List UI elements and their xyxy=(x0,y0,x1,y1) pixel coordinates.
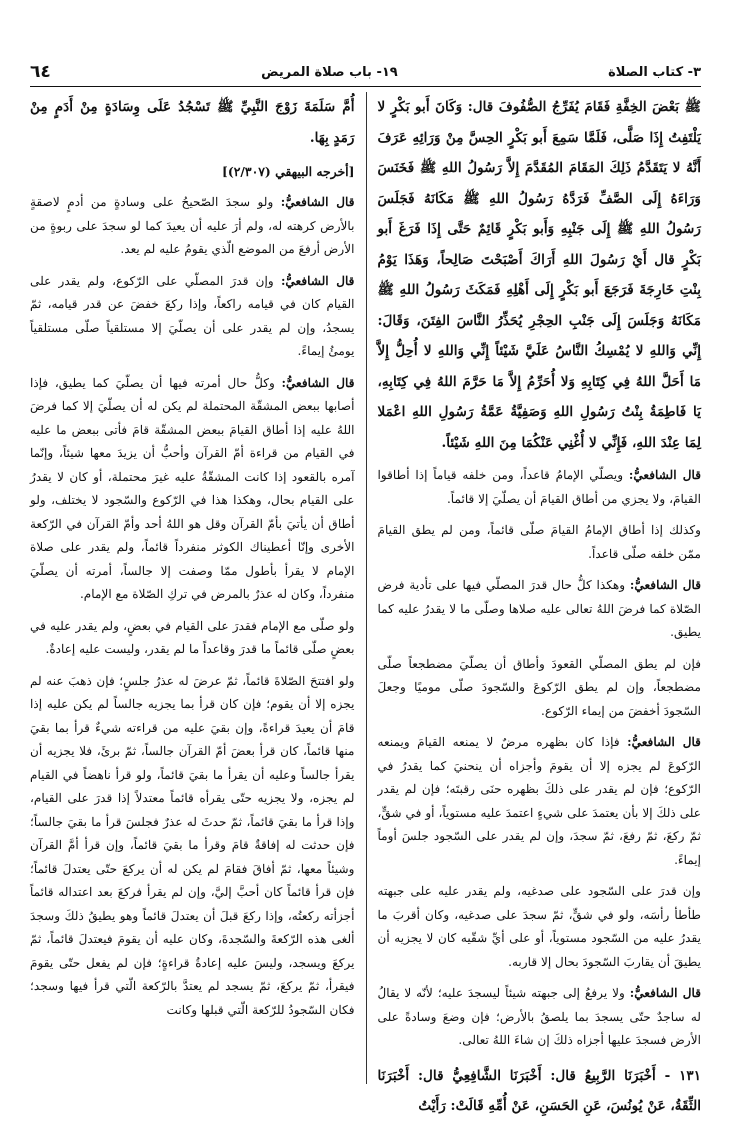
speaker-label: قال الشافعيُّ: xyxy=(629,578,701,592)
left-column xyxy=(30,92,366,1084)
paragraph-text: ويصلّي الإمامُ قاعداً، ومن خلفه قياماً إذا أطاقوا القيامَ، ولا يجزي من أطاق القيامَ أن يصلّيَ إلا قائماً. xyxy=(377,468,701,506)
paragraph xyxy=(378,574,702,645)
paragraph: ولو صلّى مع الإمام فقدرَ على القيام في بعضٍ، ولم يقدر عليه في بعضٍ صلّى قائماً ما قدرَ وقاعداً ما لم يقدر، وليست عليه إعادةٌ. xyxy=(30,618,355,656)
paragraph xyxy=(378,464,702,511)
header-rule xyxy=(30,86,701,87)
speaker-label: قال الشافعيُّ: xyxy=(280,195,355,209)
running-header xyxy=(30,60,701,84)
hadith-text: ﷺ بَعْضَ الخِفَّةِ فَقَامَ يُفَرِّجُ الصُّفُوفَ قال: وَكَانَ أَبو بَكْرٍ لا يَلْتَفِتُ إِذَا صَلَّى، فَلَمَّا سَمِعَ أَبو بَكْرٍ الحِسَّ مِنْ وَرَائِهِ عَرَفَ أَنَّهُ لا يَتَقَدَّمُ ذَلِكَ المَقَامَ المُقَدَّمَ إِلاَّ رَسُولُ اللهِ ﷺ فَخَنَسَ وَرَاءَهُ إِلَى الصَّفِّ فَرَدَّهُ رَسُولُ اللهِ ﷺ مَكَانَهُ فَجَلَسَ رَسُولُ اللهِ ﷺ إِلَى جَنْبِهِ وَأَبو بَكْرٍ قَائِمٌ حَتَّى إِذَا فَرَغَ أَبو بَكْرٍ قال أَيْ رَسُولَ اللهِ أَرَاكَ أَصْبَحْتَ صَالِحاً، وَهَذَا يَوْمُ بِنْتِ خَارِجَةَ فَرَجَعَ أَبو بَكْرٍ إِلَى أَهْلِهِ فَمَكَثَ رَسُولُ اللهِ ﷺ مَكَانَهُ وَجَلَسَ إِلَى جَنْبِ الحِجْرِ يُحَذِّرُ النَّاسَ الفِتَنَ، وَقَالَ: إِنِّي وَاللهِ لا يُمْسِكُ النَّاسُ عَلَيَّ شَيْئاً إِنِّي وَاللهِ لا أُحِلُّ إِلاَّ مَا أَحَلَّ اللهُ فِي كِتَابِهِ وَلا أُحَرِّمُ إِلاَّ مَا حَرَّمَ اللهُ فِي كِتَابِهِ، يَا فَاطِمَةُ بِنْتُ رَسُولِ اللهِ وَصَفِيَّةُ عَمَّةُ رَسُولِ اللهِ اعْمَلا لِمَا عِنْدَ اللهِ، فَإِنِّي لا أُغْنِي عَنْكُمَا مِنَ اللهِ شَيْئاً. xyxy=(377,99,701,451)
paragraph xyxy=(378,982,702,1053)
paragraph: وكذلك إذا أطاق الإمامُ القيامَ صلّى قائماً، ومن لم يطق القيامَ ممّن خلفه صلّى قاعداً. xyxy=(377,523,701,561)
speaker-label: قال الشافعيُّ: xyxy=(627,735,701,749)
paragraph xyxy=(378,731,702,872)
paragraph: فإن لم يطق المصلّي القعودَ وأطاق أن يصلّيَ مضطجعاً صلّى مضطجعاً، وإن لم يطق الرّكوعَ والسّجودَ صلّى موميًا وجعلَ السّجودَ أخفضَ من إيماء الرّكوع. xyxy=(377,656,701,718)
chapter-title: ١٩- باب صلاة المريض xyxy=(261,64,398,80)
paragraph xyxy=(30,270,355,364)
page-number: ٦٤ xyxy=(30,62,51,82)
paragraph-text: فإذا كان بظهره مرضٌ لا يمنعه القيامَ ويمنعه الرّكوعَ لم يجزه إلا أن يقومَ وأجزاه أن ينحنيَ كما يقدرُ في الرّكوع؛ فإن لم يقدر على ذلكَ بظهره حنَى رقبتَه؛ فإن لم يقدر على ذلكَ إلا بأن يعتمدَ على شيءٍ اعتمدَ عليه مستوياً، أو في شقٍّ، ثمّ ركعَ، ثمّ رفعَ، ثمّ سجدَ، وإن لم يقدر على السّجود جلسَ أوماً إيماءً. xyxy=(377,735,701,867)
speaker-label: قال الشافعيُّ: xyxy=(280,273,355,288)
right-column xyxy=(366,92,702,1114)
numbered-hadith: ١٣١ - أَخْبَرَنَا الرَّبِيعُ قال: أَخْبَرَنَا الشَّافِعِيُّ قال: أَخْبَرَنَا الثِّقَةُ، عَنْ يُونُسَ، عَنِ الحَسَنِ، عَنْ أُمِّهِ قَالَتْ: رَأَيْتُ xyxy=(377,1067,701,1114)
speaker-label: قال الشافعيُّ: xyxy=(628,468,701,482)
citation: [أخرجه البيهقي (٢/٣٠٧)] xyxy=(222,164,355,179)
hadith-continuation: أُمَّ سَلَمَةَ زَوْجَ النَّبِيِّ ﷺ تَسْجُدُ عَلَى وِسَادَةٍ مِنْ أَدَمٍ مِنْ رَمَدٍ بِهَا. xyxy=(30,99,355,146)
paragraph-text: ولو سجدَ الصّحيحُ على وسادةٍ من أدمٍ لاصقةٍ بالأرض كرهته له، ولم أرَ عليه أن يعيدَ كما لو سجدَ على ربوةٍ من الأرض أرفعَ من الموضع الّذي يقومُ عليه لم يعد. xyxy=(30,195,355,256)
paragraph-text: وإن قدرَ المصلّي على الرّكوع، ولم يقدر على القيام كان في قيامه راكعاً، وإذا ركعَ خفضَ عن قدر قيامه، ثمّ يسجدُ، وإن لم يقدر على أن يصلّيَ إلا مستلقياً صلّى مستلقياً يومئُ إيماءً. xyxy=(30,273,355,358)
speaker-label: قال الشافعيُّ: xyxy=(281,375,355,390)
text-columns xyxy=(30,92,701,1114)
paragraph-text: ولا يرفعُ إلى جبهته شيئاً ليسجدَ عليه؛ لأنّه لا يقالُ له ساجدٌ حتّى يسجدَ بما يلصقُ بالأرض؛ فإن وضعَ وسادةً على الأرض فسجدَ عليها أجزاه ذلكَ إن شاءَ اللهُ تعالى. xyxy=(377,986,701,1047)
paragraph xyxy=(30,372,355,607)
speaker-label: قال الشافعيُّ: xyxy=(629,986,701,1000)
book-title: ٣- كتاب الصلاة xyxy=(608,64,701,80)
paragraph-text: وهكذا كلُّ حال قدرَ المصلّي فيها على تأدية فرض الصّلاة كما فرضَ اللهُ تعالى عليه صلاها وصلّى ما لا يقدرُ عليه كما يطيق. xyxy=(377,578,701,639)
paragraph-text: وكلُّ حال أمرته فيها أن يصلّيَ كما يطيق، فإذا أصابها ببعض المشقّة المحتملة لم يكن له أن يصلّيَ إلا كما فرضَ اللهُ عليه إذا أطاق القيامَ ببعض المشقّة قامَ فأتى ببعض ما عليه في القيام من قراءة أمّ القرآن وأحبُّ أن يزيدَ معها شيئاً، وإنّما آمره بالقعود إذا كانت المشقّةُ عليه غيرَ محتملة، أو كان لا يقدرُ على القيام بحال، وهكذا هذا في الرّكوع والسّجود لا يختلف، ولو أطاق أن يأتيَ بأمّ القرآن وقل هو اللهُ أحد وأمّ القرآن في الرّكعة الأخرى وإنّا أعطيناك الكوثر منفرداً قائماً، ولم يقدر على صلاة الإمام لا يقرأ بأطول ممّا وصفت إلا جالساً، أمرته أن يصلّيَ منفرداً، وكان له عذرٌ بالمرض في تركِ الصّلاة مع الإمام. xyxy=(30,375,355,601)
paragraph xyxy=(30,191,355,262)
paragraph: ولو افتتحَ الصّلاةَ قائماً، ثمّ عرضَ له عذرُ جلسٍ؛ فإن ذهبَ عنه لم يجزه إلا أن يقوم؛ فإن كان قرأ بما يجزيه جالساً لم يكن عليه إذا قامَ أن يعيدَ قراءةً، وإن بقيَ عليه من قراءته شيءٌ قرأ بما بقيَ منها قائماً، كان قرأ بعضَ أمّ القرآن جالساً، ثمّ برئَ، فلا يجزيه أن يقرأ جالساً وعليه أن يقرأ ما بقيَ قائماً، ولو قرأ ناهضاً في القيام لم يجزه، ولا يجزيه حتّى يقرأه قائماً معتدلاً إذا قدرَ على القيام، وإذا قرأ ما بقيَ قائماً، ثمّ حدثَ له عذرٌ فجلسَ قرأ ما بقيَ جالساً؛ فإن حدثت له إفاقةٌ قامَ وقرأ ما بقيَ قائماً، وإن قرأ أمَّ القرآن وشيئاً معها، ثمّ أفاقَ فقامَ لم يكن له أن يركعَ حتّى يعتدلَ قائماً؛ فإن قرأ قائماً كان أحبَّ إليَّ، وإن لم يقرأ فركعَ بعد اعتداله قائماً أجزأته ركعتُه، وإذا ركعَ قبلَ أن يعتدلَ قائماً وهو يطيقُ ذلكَ وسجدَ ألغى هذه الرّكعةَ والسّجدةَ، وكان عليه أن يقومَ فيعتدلَ قائماً، ثمّ يركعَ ويسجد، وليسَ عليه إعادةُ قراءةٍ؛ فإن لم يفعل حتّى يقومَ فيقرأ، ثمّ يركعَ، ثمّ يسجد لم يعتدَّ بالرّكعة الّتي قرأ فيها وسجد؛ فكان السّجودُ للرّكعة الّتي قبلها وكانت xyxy=(30,673,355,1017)
paragraph: وإن قدرَ على السّجود على صدغيه، ولم يقدر عليه على جبهته طأطأ رأسَه، ولو في شقٍّ، ثمّ سجدَ على صدغيه، وكان أقربَ ما يقدرُ عليه من السّجود مستوياً، أو على أيِّ شقّيه كان لا يجزيه أن يطيقَ أن يقاربَ السّجودَ بحال إلا قاربه. xyxy=(377,884,701,969)
